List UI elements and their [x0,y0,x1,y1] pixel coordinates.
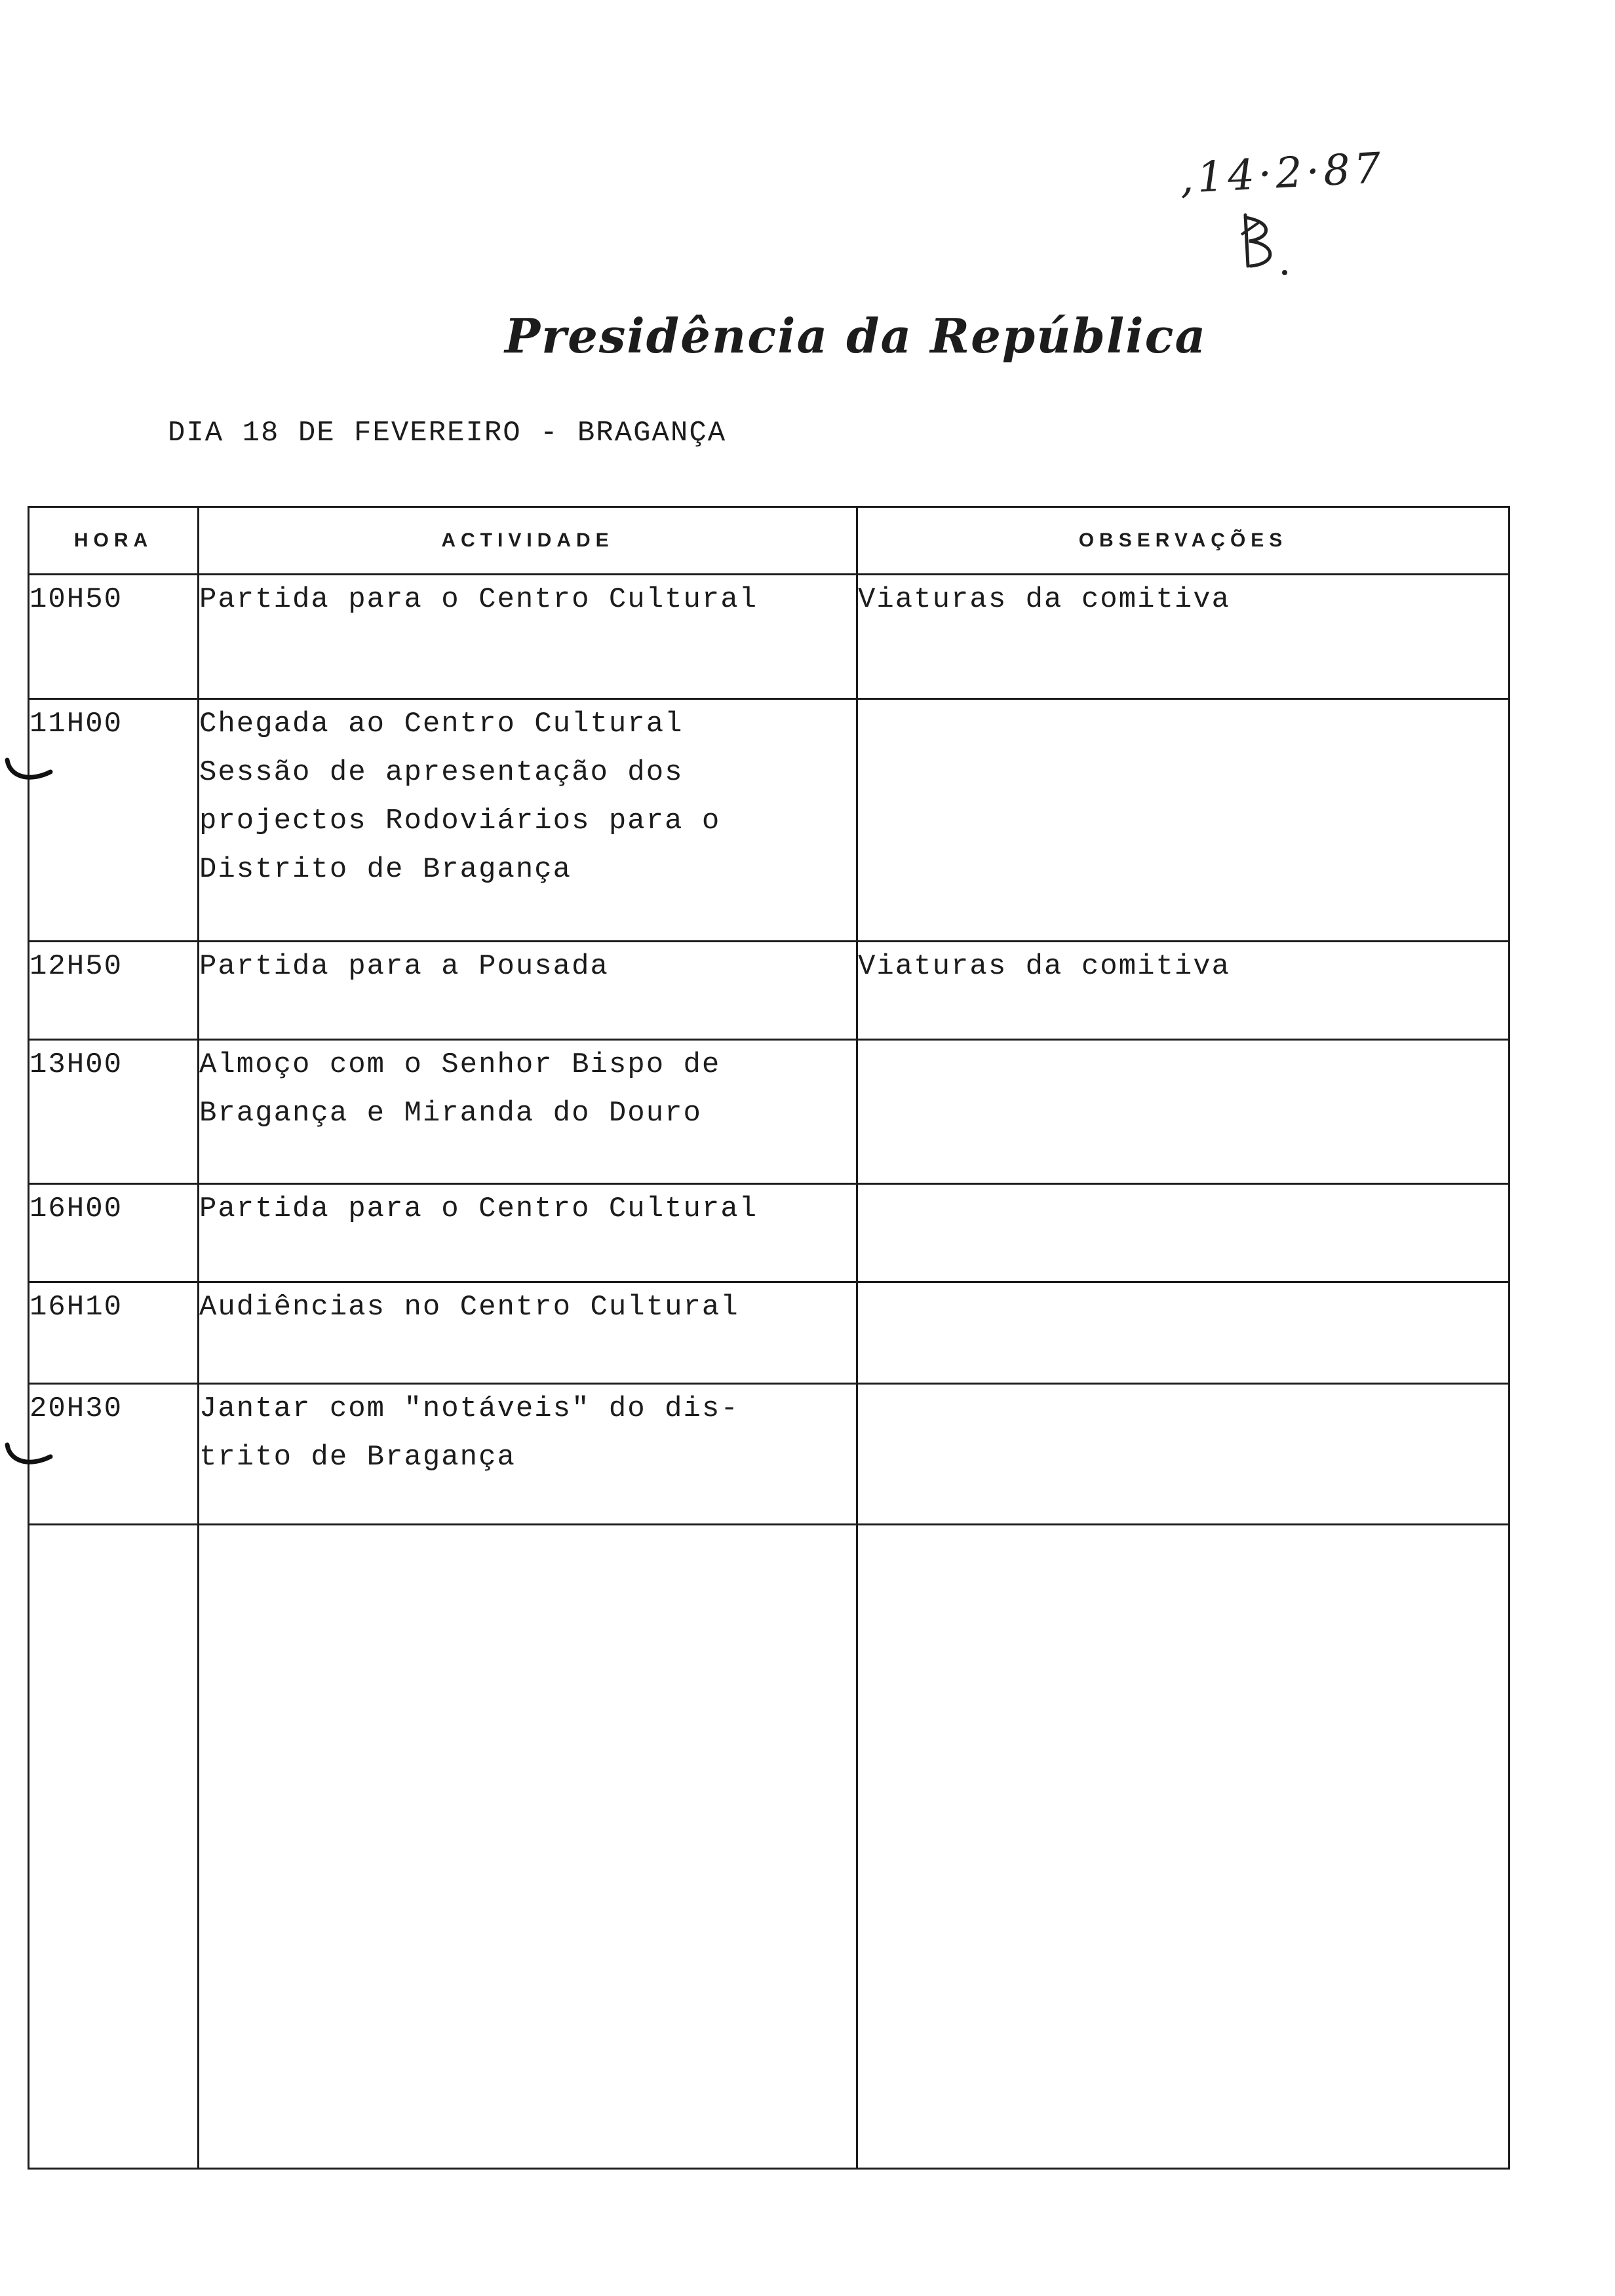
observation-cell [857,1184,1509,1282]
observation-cell [857,1040,1509,1184]
table-row [29,1282,1509,1384]
activity-line: projectos Rodoviários para o [199,805,721,837]
activity-line: Distrito de Bragança [199,853,572,886]
table-row [29,1040,1509,1184]
header-hora: HORA [29,507,199,575]
time-value: 12H50 [29,950,123,983]
time-value: 20H30 [29,1392,123,1425]
handwritten-mark-icon [1232,208,1291,280]
time-value: 16H00 [29,1193,123,1225]
observation-cell [857,1525,1509,2169]
activity-line: Jantar com "notáveis" do dis- [199,1392,739,1425]
activity-line: Chegada ao Centro Cultural [199,708,684,740]
activity-line: Partida para o Centro Cultural [199,1193,758,1225]
table-row [29,942,1509,1040]
activity-line: Audiências no Centro Cultural [199,1291,739,1324]
time-value: 16H10 [29,1291,123,1324]
table-row [29,1384,1509,1525]
time-cell [29,1384,199,1525]
time-cell [29,1040,199,1184]
table-row [29,1184,1509,1282]
observation-cell [857,1384,1509,1525]
table-header-row [29,507,1509,575]
schedule-table [28,506,1510,2170]
time-cell [29,942,199,1040]
activity-cell [199,1384,857,1525]
activity-cell [199,1040,857,1184]
table-row [29,699,1509,942]
handwritten-date: ,14·2·87 [1178,144,1386,204]
table-row [29,575,1509,699]
time-cell [29,575,199,699]
time-value: 11H00 [29,708,123,740]
activity-line: trito de Bragança [199,1441,516,1474]
activity-cell [199,1282,857,1384]
observation-cell [857,1282,1509,1384]
empty-table-row [29,1525,1509,2169]
activity-line: Bragança e Miranda do Douro [199,1097,702,1130]
activity-line: Sessão de apresentação dos [199,756,684,789]
observation-cell: Viaturas da comitiva [857,942,1509,1040]
day-title: DIA 18 DE FEVEREIRO - BRAGANÇA [168,417,727,450]
time-value: 10H50 [29,583,123,616]
time-value: 13H00 [29,1048,123,1081]
activity-line: Partida para a Pousada [199,950,609,983]
activity-cell [199,942,857,1040]
activity-cell [199,699,857,942]
observation-cell [857,699,1509,942]
header-actividade: ACTIVIDADE [199,507,857,575]
check-mark-icon [3,757,56,784]
letterhead: Presidência da República [505,308,1207,364]
time-cell [29,699,199,942]
time-cell [29,1282,199,1384]
time-cell [29,1525,199,2169]
activity-cell [199,1525,857,2169]
activity-line: Partida para o Centro Cultural [199,583,758,616]
activity-cell [199,1184,857,1282]
check-mark-icon [3,1442,56,1468]
observation-cell: Viaturas da comitiva [857,575,1509,699]
activity-line: Almoço com o Senhor Bispo de [199,1048,721,1081]
time-cell [29,1184,199,1282]
header-observacoes: OBSERVAÇÕES [857,507,1509,575]
activity-cell [199,575,857,699]
